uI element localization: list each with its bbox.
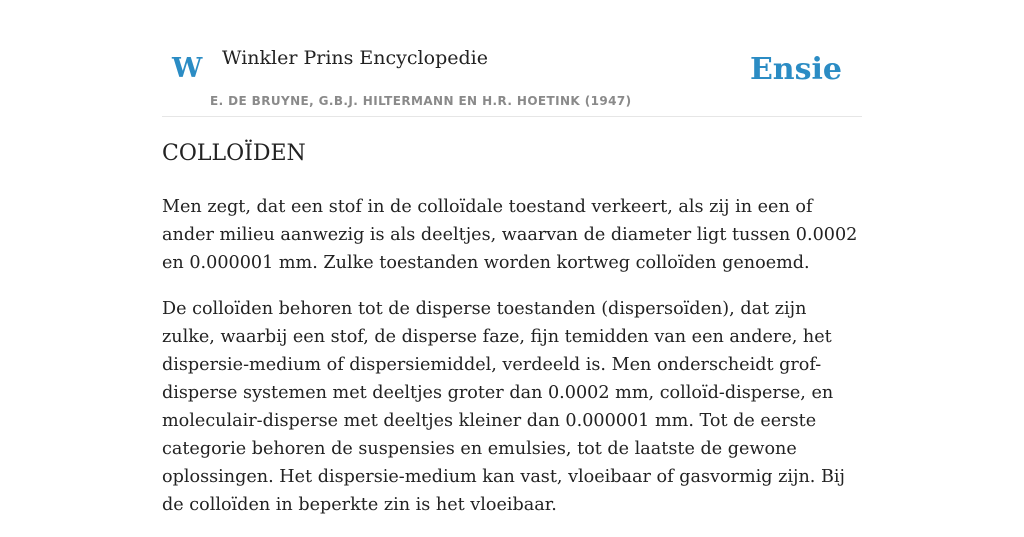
- publication-title[interactable]: Winkler Prins Encyclopedie: [222, 47, 488, 69]
- ensie-logo[interactable]: Ensie: [749, 52, 842, 87]
- publication-logo-icon[interactable]: W: [172, 53, 203, 84]
- publication-authors: E. DE BRUYNE, G.B.J. HILTERMANN EN H.R. HOETINK (1947): [210, 94, 632, 108]
- article-title: COLLOÏDEN: [162, 141, 306, 166]
- article-paragraph-2: De colloïden behoren tot de disperse toestanden (dispersoïden), dat zijn zulke, waarbij een stof, de disperse faze, fijn temidden van een andere, het dispersie-medium of dispersiemiddel, verdeeld is. Men onderscheidt grof-disperse systemen met deeltjes groter dan 0.0002 mm, colloïd-disperse, en moleculair-disperse met deeltjes kleiner dan 0.000001 mm. Tot de eerste categorie behoren de suspensies en emulsies, tot de laatste de gewone oplossingen. Het dispersie-medium kan vast, vloeibaar of gasvormig zijn. Bij de colloïden in beperkte zin is het vloeibaar.: [162, 299, 845, 515]
- page-header: [162, 0, 862, 117]
- article: [162, 138, 862, 537]
- article-paragraph-1: Men zegt, dat een stof in de colloïdale toestand verkeert, als zij in een of ander milieu aanwezig is als deeltjes, waarvan de diameter ligt tussen 0.0002 en 0.000001 mm. Zulke toestanden worden kortweg colloïden genoemd.: [162, 197, 858, 273]
- encyclopedia-page: [162, 0, 862, 515]
